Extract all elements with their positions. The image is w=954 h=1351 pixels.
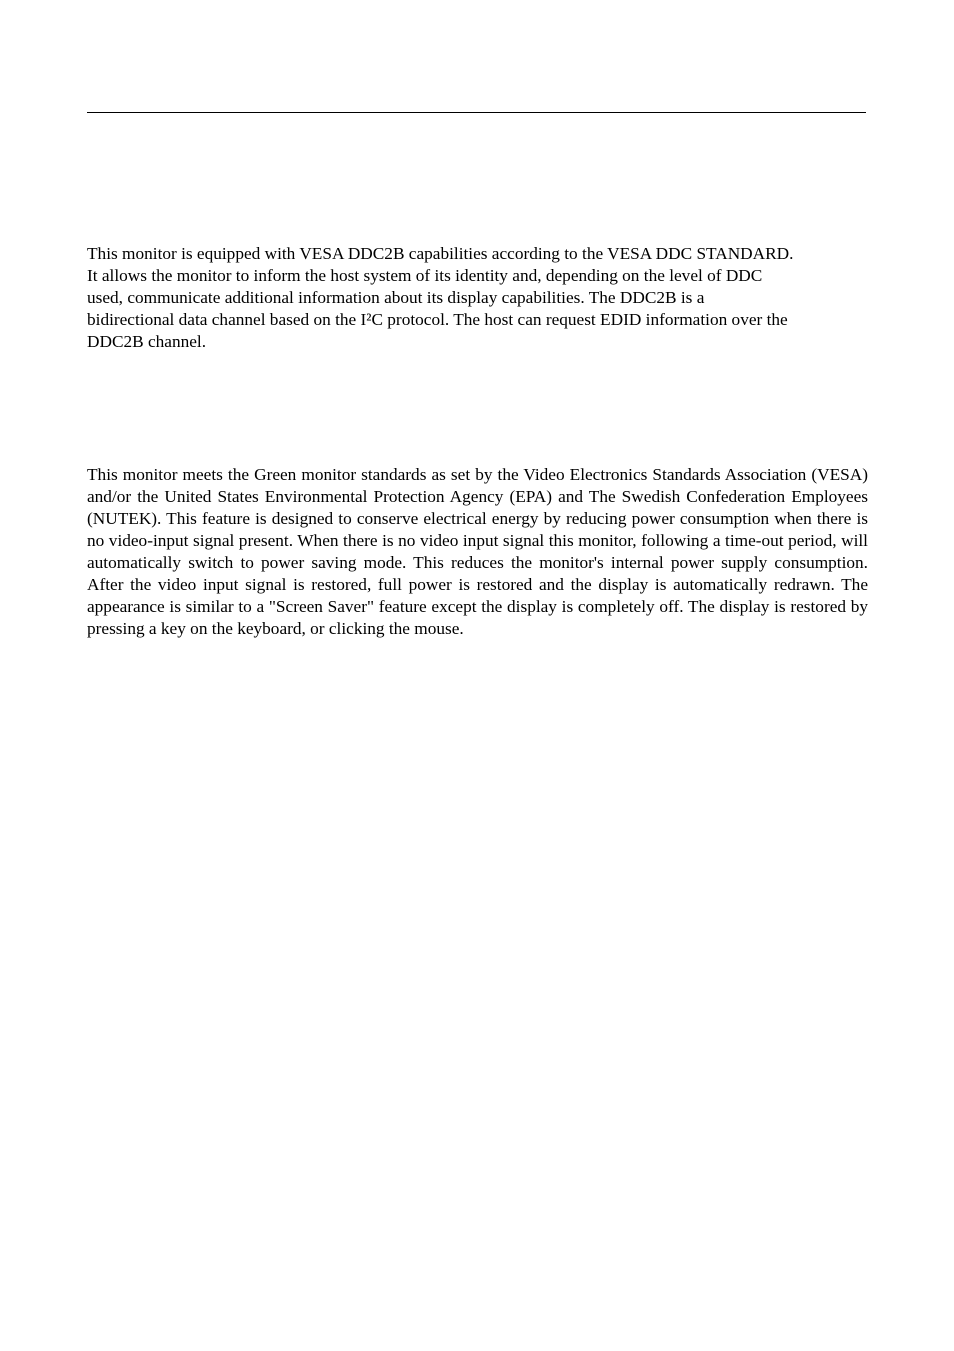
ddc-paragraph [87,243,877,353]
ddc-paragraph-line: bidirectional data channel based on the I²C protocol. The host can request EDID information over the [87,310,788,329]
ddc-paragraph-line: DDC2B channel. [87,332,207,351]
power-saving-paragraph: This monitor meets the Green monitor standards as set by the Video Electronics Standards Association (VESA) and/or the United States Environmental Protection Agency (EPA) and The Swedish Confederation Employees (NUTEK). This feature is designed to conserve electrical energy by reducing power consumption when there is no video-input signal present. When there is no video input signal this monitor, following a time-out period, will automatically switch to power saving mode. This reduces the monitor's internal power supply consumption. After the video input signal is restored, full power is restored and the display is automatically redrawn. The appearance is similar to a "Screen Saver" feature except the display is completely off. The display is restored by pressing a key on the keyboard, or clicking the mouse. [87,465,868,638]
header-rule [87,112,866,113]
ddc-paragraph-line: used, communicate additional information about its display capabilities. The DDC2B is a [87,288,705,307]
ddc-paragraph-line: It allows the monitor to inform the host system of its identity and, depending on the level of DDC [87,266,763,285]
ddc-paragraph-line: This monitor is equipped with VESA DDC2B capabilities according to the VESA DDC STANDARD. [87,244,794,263]
